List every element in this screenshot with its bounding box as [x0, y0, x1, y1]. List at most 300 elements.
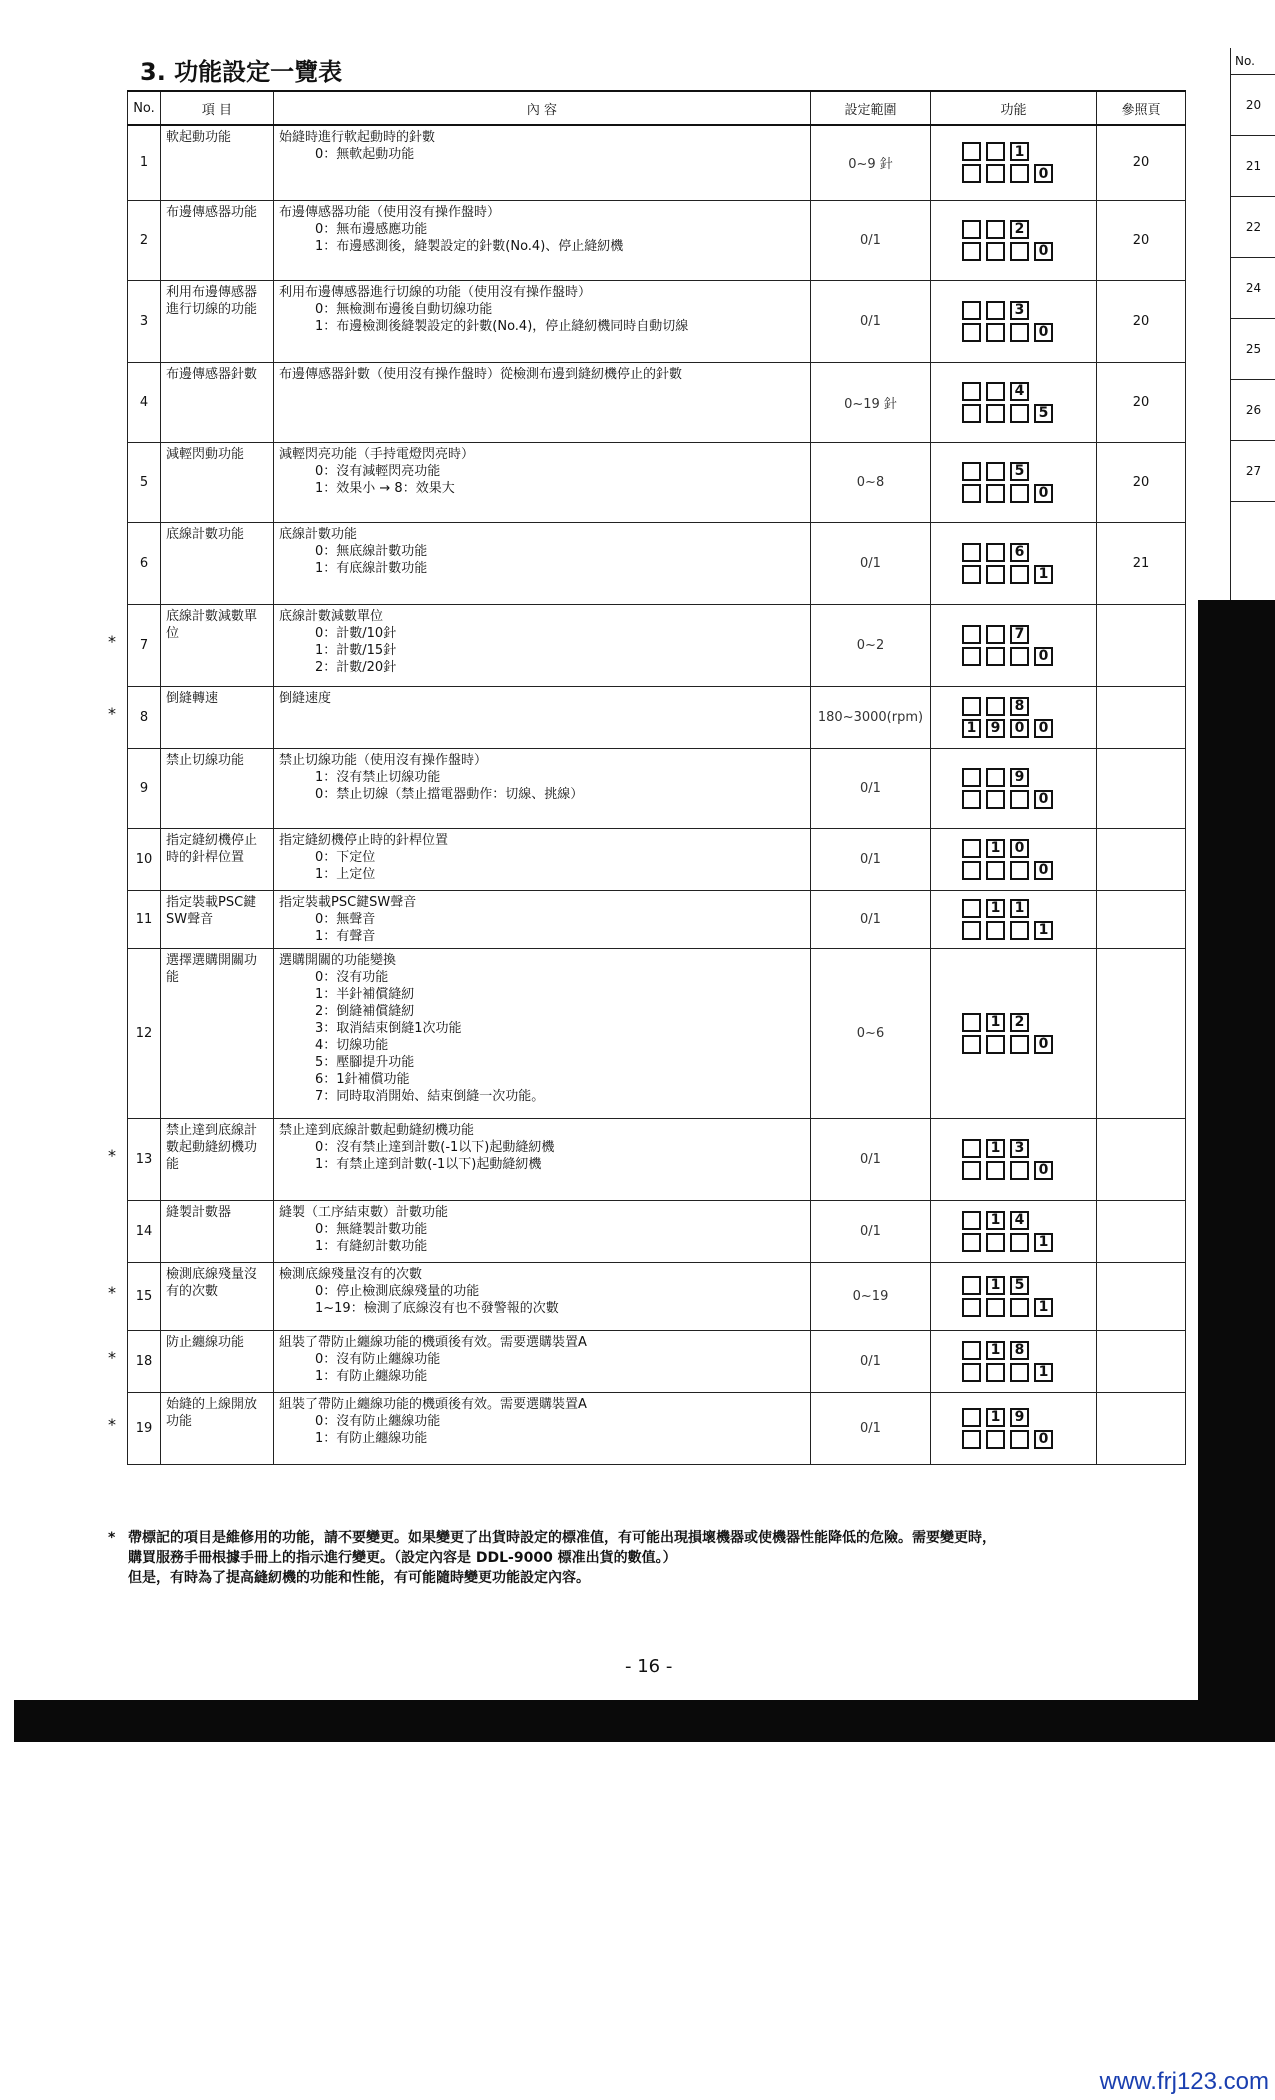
- function-code-value: [936, 565, 1091, 584]
- code-digit-box: [962, 1408, 981, 1427]
- code-digit-box: [962, 404, 981, 423]
- reference-page: [1097, 890, 1186, 948]
- code-digit-box: [986, 1430, 1005, 1449]
- reference-page: [1097, 1118, 1186, 1200]
- function-code-top: [936, 697, 1091, 716]
- code-digit-box: [1010, 164, 1029, 183]
- table-row: [128, 1118, 1186, 1200]
- setting-range: 0/1: [811, 1392, 931, 1464]
- function-code-top: [936, 1013, 1091, 1032]
- code-digit-box: [986, 323, 1005, 342]
- maintenance-mark: *: [108, 1146, 116, 1165]
- item-name: 底線計數減數單位: [161, 604, 274, 686]
- function-code-top: [936, 1341, 1091, 1360]
- code-digit-box: [1010, 1430, 1029, 1449]
- content-option: 1~19：檢測了底線沒有也不發警報的次數: [315, 1300, 559, 1316]
- code-digit-box: [986, 861, 1005, 880]
- table-row: [128, 522, 1186, 604]
- code-digit-box: [962, 1430, 981, 1449]
- content-option: 1：有防止纏線功能: [315, 1368, 428, 1384]
- code-digit-box: 1: [1034, 565, 1053, 584]
- watermark-url: www.frj123.com: [1099, 2068, 1269, 2095]
- table-row: [128, 604, 1186, 686]
- maintenance-mark: *: [108, 632, 116, 651]
- code-digit-box: [986, 697, 1005, 716]
- code-digit-box: 4: [1010, 1211, 1029, 1230]
- item-name: 倒縫轉速: [161, 686, 274, 748]
- code-digit-box: 8: [1010, 1341, 1029, 1360]
- function-code-value: [936, 1430, 1091, 1449]
- content-text: 減輕閃亮功能（手持電燈閃亮時）: [279, 446, 475, 462]
- item-name: 指定縫紉機停止時的針桿位置: [161, 828, 274, 890]
- code-digit-box: [1010, 1363, 1029, 1382]
- code-digit-box: [986, 142, 1005, 161]
- content-cell: [274, 828, 811, 890]
- function-code-top: [936, 220, 1091, 239]
- code-digit-box: [986, 462, 1005, 481]
- content-cell: [274, 1118, 811, 1200]
- code-digit-box: 0: [1034, 861, 1053, 880]
- code-digit-box: [962, 1211, 981, 1230]
- content-option: 0：沒有防止纏線功能: [315, 1351, 441, 1367]
- code-digit-box: [986, 543, 1005, 562]
- content-option: 1：布邊感測後，縫製設定的針數(No.4)、停止縫紉機: [315, 238, 624, 254]
- code-digit-box: [1010, 790, 1029, 809]
- table-row: [128, 1392, 1186, 1464]
- code-digit-box: 0: [1034, 1430, 1053, 1449]
- item-name: 底線計數功能: [161, 522, 274, 604]
- code-digit-box: 0: [1034, 1161, 1053, 1180]
- row-number: 8: [128, 686, 161, 748]
- content-option: 0：禁止切線（禁止擋電器動作：切線、挑線）: [315, 786, 584, 802]
- content-text: 底線計數功能: [279, 526, 358, 542]
- function-code-value: [936, 1233, 1091, 1252]
- function-code: [931, 280, 1097, 362]
- content-cell: [274, 1200, 811, 1262]
- code-digit-box: [1010, 323, 1029, 342]
- code-digit-box: 1: [962, 719, 981, 738]
- content-option: 5：壓腳提升功能: [315, 1054, 415, 1070]
- setting-range: 0/1: [811, 828, 931, 890]
- table-row: [128, 125, 1186, 200]
- function-code-top: [936, 301, 1091, 320]
- code-digit-box: 0: [1034, 323, 1053, 342]
- content-option: 1：沒有禁止切線功能: [315, 769, 441, 785]
- row-number: 11: [128, 890, 161, 948]
- code-digit-box: [1010, 1298, 1029, 1317]
- content-option: 6：1針補償功能: [315, 1071, 410, 1087]
- code-digit-box: 1: [986, 839, 1005, 858]
- reference-page: 20: [1097, 125, 1186, 200]
- setting-range: 0~2: [811, 604, 931, 686]
- function-code-value: [936, 1161, 1091, 1180]
- content-option: 1：有縫紉計數功能: [315, 1238, 428, 1254]
- table-row: [128, 748, 1186, 828]
- setting-range: 0~8: [811, 442, 931, 522]
- content-cell: [274, 748, 811, 828]
- code-digit-box: [1010, 404, 1029, 423]
- item-name: 禁止切線功能: [161, 748, 274, 828]
- code-digit-box: 2: [1010, 220, 1029, 239]
- header-code: 功能: [931, 91, 1097, 125]
- content-option: 0：沒有減輕閃亮功能: [315, 463, 441, 479]
- function-code-value: [936, 1363, 1091, 1382]
- row-number: 15: [128, 1262, 161, 1330]
- setting-range: 0~9 針: [811, 125, 931, 200]
- code-digit-box: [962, 1363, 981, 1382]
- code-digit-box: [962, 899, 981, 918]
- code-digit-box: [962, 1013, 981, 1032]
- content-cell: [274, 125, 811, 200]
- code-digit-box: [962, 1341, 981, 1360]
- content-text: 檢測底線殘量沒有的次數: [279, 1266, 423, 1282]
- function-code-top: [936, 1276, 1091, 1295]
- function-code-value: [936, 719, 1091, 738]
- footnote-line-2: 購買服務手冊根據手冊上的指示進行變更。（設定內容是 DDL-9000 標准出貨的數值。）: [128, 1550, 677, 1566]
- footnote: [108, 1528, 1168, 1588]
- function-code: [931, 522, 1097, 604]
- scan-shadow-bar: [14, 1700, 1275, 1742]
- code-digit-box: [986, 1233, 1005, 1252]
- row-number: 10: [128, 828, 161, 890]
- content-cell: [274, 1330, 811, 1392]
- code-digit-box: 9: [986, 719, 1005, 738]
- content-text: 利用布邊傳感器進行切線的功能（使用沒有操作盤時）: [279, 284, 592, 300]
- setting-range: 0~19 針: [811, 362, 931, 442]
- reference-page: [1097, 948, 1186, 1118]
- code-digit-box: [986, 1035, 1005, 1054]
- code-digit-box: 1: [1034, 1233, 1053, 1252]
- code-digit-box: [962, 565, 981, 584]
- row-number: 5: [128, 442, 161, 522]
- header-range: 設定範圍: [811, 91, 931, 125]
- content-option: 0：無縫製計數功能: [315, 1221, 428, 1237]
- function-code-top: [936, 625, 1091, 644]
- reference-page: [1097, 1392, 1186, 1464]
- content-cell: [274, 1392, 811, 1464]
- side-page-number: 20: [1231, 75, 1275, 136]
- content-option: 1：計數/15針: [315, 642, 397, 658]
- code-digit-box: [986, 921, 1005, 940]
- code-digit-box: 1: [986, 1408, 1005, 1427]
- setting-range: 0/1: [811, 1200, 931, 1262]
- content-text: 縫製（工序結束數）計數功能: [279, 1204, 449, 1220]
- scan-shadow-edge: [1198, 600, 1275, 1700]
- code-digit-box: [1010, 484, 1029, 503]
- row-number: 4: [128, 362, 161, 442]
- code-digit-box: 1: [986, 1013, 1005, 1032]
- content-option: 1：有防止纏線功能: [315, 1430, 428, 1446]
- footnote-mark: *: [108, 1530, 116, 1546]
- row-number: 18: [128, 1330, 161, 1392]
- code-digit-box: 0: [1034, 484, 1053, 503]
- code-digit-box: 0: [1034, 790, 1053, 809]
- content-option: 7：同時取消開始、結束倒縫一次功能。: [315, 1088, 545, 1104]
- row-number: 3: [128, 280, 161, 362]
- item-name: 軟起動功能: [161, 125, 274, 200]
- content-text: 布邊傳感器針數（使用沒有操作盤時）從檢測布邊到縫紉機停止的針數: [279, 366, 683, 382]
- row-number: 6: [128, 522, 161, 604]
- content-cell: [274, 442, 811, 522]
- reference-page: 20: [1097, 200, 1186, 280]
- content-option: 0：沒有功能: [315, 969, 389, 985]
- function-code-top: [936, 543, 1091, 562]
- content-cell: [274, 890, 811, 948]
- maintenance-mark: *: [108, 1415, 116, 1434]
- code-digit-box: [962, 921, 981, 940]
- code-digit-box: [962, 861, 981, 880]
- content-cell: [274, 362, 811, 442]
- side-page-number: 24: [1231, 258, 1275, 319]
- code-digit-box: [986, 1161, 1005, 1180]
- setting-range: 0/1: [811, 200, 931, 280]
- reference-page: [1097, 1330, 1186, 1392]
- function-code-value: [936, 164, 1091, 183]
- function-code-top: [936, 462, 1091, 481]
- item-name: 縫製計數器: [161, 1200, 274, 1262]
- content-option: 3：取消結束倒縫1次功能: [315, 1020, 462, 1036]
- table-row: [128, 1330, 1186, 1392]
- code-digit-box: 1: [986, 1341, 1005, 1360]
- item-name: 檢測底線殘量沒有的次數: [161, 1262, 274, 1330]
- function-code: [931, 1118, 1097, 1200]
- row-number: 9: [128, 748, 161, 828]
- code-digit-box: 0: [1034, 1035, 1053, 1054]
- function-code: [931, 1392, 1097, 1464]
- function-code: [931, 125, 1097, 200]
- code-digit-box: 5: [1010, 462, 1029, 481]
- maintenance-mark: *: [108, 1348, 116, 1367]
- content-cell: [274, 522, 811, 604]
- function-code-value: [936, 323, 1091, 342]
- reference-page: [1097, 686, 1186, 748]
- code-digit-box: [1010, 1161, 1029, 1180]
- content-option: 0：無檢測布邊後自動切線功能: [315, 301, 493, 317]
- function-code: [931, 200, 1097, 280]
- code-digit-box: [986, 647, 1005, 666]
- function-code-top: [936, 142, 1091, 161]
- function-code-top: [936, 382, 1091, 401]
- code-digit-box: [962, 462, 981, 481]
- content-cell: [274, 1262, 811, 1330]
- code-digit-box: [1010, 861, 1029, 880]
- code-digit-box: 7: [1010, 625, 1029, 644]
- function-code: [931, 748, 1097, 828]
- reference-page: 21: [1097, 522, 1186, 604]
- table-row: [128, 890, 1186, 948]
- code-digit-box: 1: [986, 899, 1005, 918]
- side-page-number: 26: [1231, 380, 1275, 441]
- code-digit-box: [962, 1161, 981, 1180]
- content-option: 1：有聲音: [315, 928, 376, 944]
- code-digit-box: [962, 697, 981, 716]
- row-number: 12: [128, 948, 161, 1118]
- content-option: 2：倒縫補償縫紉: [315, 1003, 415, 1019]
- content-cell: [274, 686, 811, 748]
- function-settings-table: [127, 90, 1186, 1465]
- function-code-value: [936, 861, 1091, 880]
- content-option: 0：下定位: [315, 849, 376, 865]
- code-digit-box: [962, 382, 981, 401]
- content-text: 選購開關的功能變換: [279, 952, 397, 968]
- function-code: [931, 890, 1097, 948]
- reference-page: 20: [1097, 442, 1186, 522]
- function-code-value: [936, 1298, 1091, 1317]
- content-text: 指定縫紉機停止時的針桿位置: [279, 832, 449, 848]
- code-digit-box: [986, 768, 1005, 787]
- content-option: 0：沒有防止纏線功能: [315, 1413, 441, 1429]
- page-number: - 16 -: [625, 1656, 673, 1677]
- code-digit-box: 1: [1010, 142, 1029, 161]
- setting-range: 0/1: [811, 280, 931, 362]
- code-digit-box: [986, 625, 1005, 644]
- function-code: [931, 604, 1097, 686]
- table-row: [128, 200, 1186, 280]
- setting-range: 0/1: [811, 1118, 931, 1200]
- code-digit-box: [1010, 1035, 1029, 1054]
- code-digit-box: [962, 790, 981, 809]
- item-name: 始縫的上線開放功能: [161, 1392, 274, 1464]
- setting-range: 0/1: [811, 890, 931, 948]
- item-name: 布邊傳感器功能: [161, 200, 274, 280]
- code-digit-box: [986, 242, 1005, 261]
- content-option: 0：無底線計數功能: [315, 543, 428, 559]
- code-digit-box: [986, 404, 1005, 423]
- function-code-value: [936, 484, 1091, 503]
- content-option: 1：效果小 → 8：效果大: [315, 480, 455, 496]
- function-code-top: [936, 1139, 1091, 1158]
- footnote-line-1: 帶標記的項目是維修用的功能，請不要變更。如果變更了出貨時設定的標准值，有可能出現損壞機器或使機器性能降低的危險。需要變更時，: [128, 1530, 996, 1546]
- item-name: 減輕閃動功能: [161, 442, 274, 522]
- row-number: 13: [128, 1118, 161, 1200]
- content-text: 布邊傳感器功能（使用沒有操作盤時）: [279, 204, 501, 220]
- item-name: 利用布邊傳感器進行切線的功能: [161, 280, 274, 362]
- code-digit-box: 1: [1010, 899, 1029, 918]
- code-digit-box: [986, 164, 1005, 183]
- code-digit-box: [962, 839, 981, 858]
- item-name: 禁止達到底線計數起動縫紉機功能: [161, 1118, 274, 1200]
- code-digit-box: [962, 220, 981, 239]
- code-digit-box: 1: [986, 1276, 1005, 1295]
- setting-range: 0/1: [811, 1330, 931, 1392]
- maintenance-mark: *: [108, 1283, 116, 1302]
- code-digit-box: 8: [1010, 697, 1029, 716]
- function-code-value: [936, 242, 1091, 261]
- code-digit-box: 5: [1034, 404, 1053, 423]
- adjacent-page-column: [1230, 48, 1275, 608]
- setting-range: 0/1: [811, 522, 931, 604]
- function-code-value: [936, 647, 1091, 666]
- table-row: [128, 442, 1186, 522]
- side-page-number: 21: [1231, 136, 1275, 197]
- side-page-number: 25: [1231, 319, 1275, 380]
- function-code-top: [936, 768, 1091, 787]
- code-digit-box: [962, 484, 981, 503]
- code-digit-box: [962, 1233, 981, 1252]
- reference-page: [1097, 1200, 1186, 1262]
- content-cell: [274, 948, 811, 1118]
- content-option: 0：無軟起動功能: [315, 147, 415, 162]
- table-row: [128, 828, 1186, 890]
- function-code: [931, 948, 1097, 1118]
- code-digit-box: [962, 242, 981, 261]
- code-digit-box: [1010, 921, 1029, 940]
- code-digit-box: 4: [1010, 382, 1029, 401]
- function-code: [931, 1262, 1097, 1330]
- content-option: 1：上定位: [315, 866, 376, 882]
- code-digit-box: 0: [1034, 164, 1053, 183]
- function-code-value: [936, 790, 1091, 809]
- table-header-row: [128, 91, 1186, 125]
- code-digit-box: 3: [1010, 301, 1029, 320]
- code-digit-box: [962, 543, 981, 562]
- function-code-top: [936, 899, 1091, 918]
- table-row: [128, 280, 1186, 362]
- content-option: 4：切線功能: [315, 1037, 389, 1053]
- content-option: 0：無布邊感應功能: [315, 221, 428, 237]
- code-digit-box: [962, 323, 981, 342]
- code-digit-box: [986, 565, 1005, 584]
- code-digit-box: [1010, 242, 1029, 261]
- reference-page: [1097, 748, 1186, 828]
- code-digit-box: [986, 382, 1005, 401]
- item-name: 選擇選購開關功能: [161, 948, 274, 1118]
- setting-range: 0~19: [811, 1262, 931, 1330]
- item-name: 防止纏線功能: [161, 1330, 274, 1392]
- code-digit-box: 0: [1034, 719, 1053, 738]
- content-cell: [274, 280, 811, 362]
- item-name: 布邊傳感器針數: [161, 362, 274, 442]
- function-code: [931, 362, 1097, 442]
- content-cell: [274, 200, 811, 280]
- content-option: 0：停止檢測底線殘量的功能: [315, 1283, 480, 1299]
- page-title: 3. 功能設定一覽表: [140, 58, 343, 86]
- header-ref: 參照頁: [1097, 91, 1186, 125]
- code-digit-box: [986, 1298, 1005, 1317]
- side-page-number: 22: [1231, 197, 1275, 258]
- row-number: 1: [128, 125, 161, 200]
- header-content: 內 容: [274, 91, 811, 125]
- reference-page: [1097, 604, 1186, 686]
- code-digit-box: 9: [1010, 1408, 1029, 1427]
- code-digit-box: [986, 1363, 1005, 1382]
- code-digit-box: 0: [1010, 719, 1029, 738]
- code-digit-box: [962, 625, 981, 644]
- code-digit-box: [962, 142, 981, 161]
- header-no: No.: [128, 91, 161, 125]
- function-code: [931, 686, 1097, 748]
- function-code: [931, 828, 1097, 890]
- code-digit-box: [962, 1276, 981, 1295]
- code-digit-box: 0: [1034, 242, 1053, 261]
- code-digit-box: [962, 768, 981, 787]
- code-digit-box: [962, 1298, 981, 1317]
- content-option: 2：計數/20針: [315, 659, 397, 675]
- table-row: [128, 1262, 1186, 1330]
- code-digit-box: 5: [1010, 1276, 1029, 1295]
- function-code: [931, 442, 1097, 522]
- code-digit-box: [962, 164, 981, 183]
- code-digit-box: [986, 484, 1005, 503]
- code-digit-box: 0: [1034, 647, 1053, 666]
- function-code-value: [936, 921, 1091, 940]
- content-option: 0：沒有禁止達到計數(-1以下)起動縫紉機: [315, 1139, 555, 1155]
- code-digit-box: [986, 220, 1005, 239]
- content-text: 組裝了帶防止纏線功能的機頭後有效。需要選購裝置A: [279, 1396, 587, 1412]
- function-code-value: [936, 404, 1091, 423]
- side-header: No.: [1231, 48, 1275, 75]
- content-text: 禁止達到底線計數起動縫紉機功能: [279, 1122, 475, 1138]
